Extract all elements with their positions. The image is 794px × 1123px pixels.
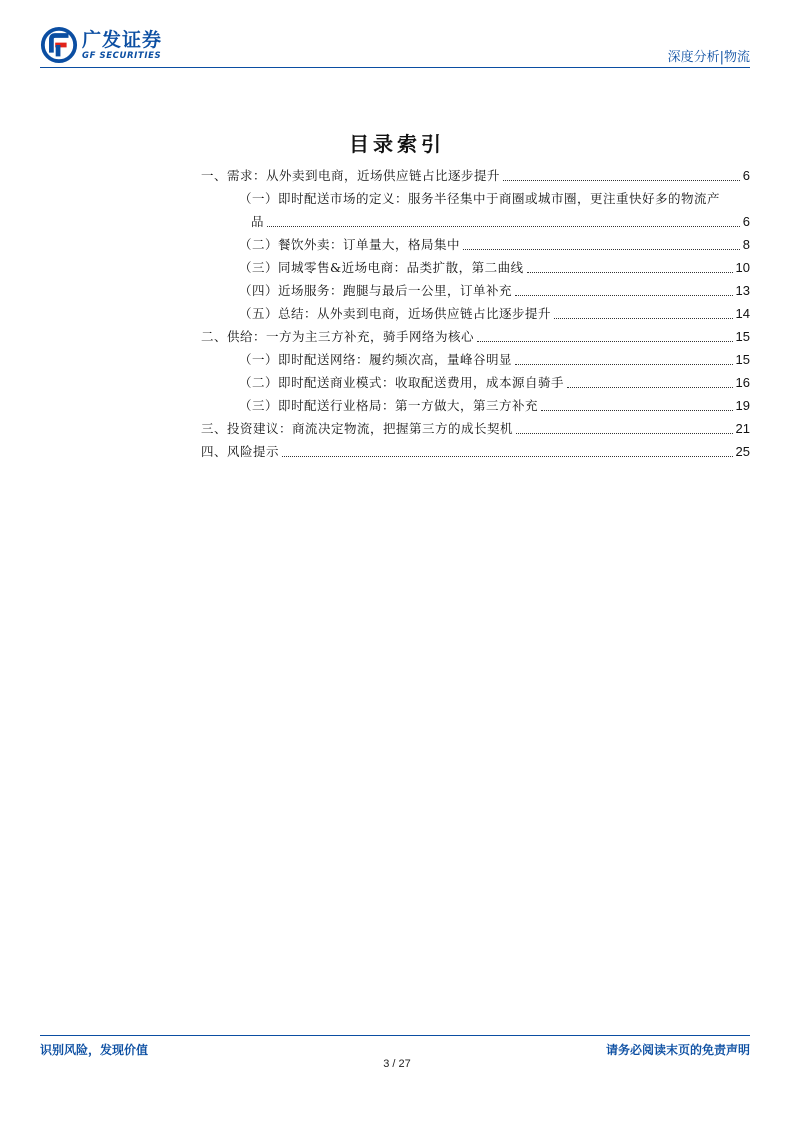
- toc-entry-2-1[interactable]: [201, 348, 750, 371]
- toc-entry-text: 四、风险提示: [201, 444, 280, 459]
- toc-page-number: 19: [735, 398, 750, 413]
- toc-leader-dots: [282, 455, 733, 457]
- toc-leader-dots: [541, 409, 733, 411]
- footer-slogan: 识别风险，发现价值: [40, 1043, 149, 1057]
- toc-entry-2[interactable]: [201, 325, 750, 348]
- toc-entry-text: （二）即时配送商业模式：收取配送费用，成本源自骑手: [239, 375, 565, 390]
- toc-page-number: 13: [735, 283, 750, 298]
- toc-entry-text: 一、需求：从外卖到电商，近场供应链占比逐步提升: [201, 168, 501, 183]
- toc-entry-1-2[interactable]: [201, 233, 750, 256]
- toc-title: 目录索引: [349, 132, 445, 156]
- toc-entry-1-3[interactable]: [201, 256, 750, 279]
- toc-leader-dots: [515, 294, 733, 296]
- toc-entry-3[interactable]: [201, 417, 750, 440]
- toc-entry-text: （一）即时配送市场的定义：服务半径集中于商圈或城市圈，更注重快好多的物流产: [239, 191, 721, 206]
- toc-entry-text-continued: 品: [251, 214, 265, 229]
- logo-english-name: GF SECURITIES: [82, 50, 162, 61]
- toc-page-number: 14: [735, 306, 750, 321]
- toc-leader-dots: [477, 340, 733, 342]
- report-category: 深度分析|物流: [667, 50, 750, 65]
- toc-entry-1-4[interactable]: [201, 279, 750, 302]
- page-header: [40, 26, 750, 66]
- toc-leader-dots: [503, 179, 740, 181]
- toc-entry-text: （四）近场服务：跑腿与最后一公里，订单补充: [239, 283, 513, 298]
- toc-leader-dots: [516, 432, 733, 434]
- toc-entry-1-5[interactable]: [201, 302, 750, 325]
- toc-entry-text: （三）同城零售&近场电商：品类扩散，第二曲线: [239, 260, 524, 275]
- toc-page-number: 10: [735, 260, 750, 275]
- toc-page-number: 15: [735, 352, 750, 367]
- page-number: 3 / 27: [383, 1058, 411, 1070]
- table-of-contents: [201, 164, 750, 463]
- header-divider: [40, 67, 750, 68]
- toc-page-number: 21: [735, 421, 750, 436]
- toc-leader-dots: [527, 271, 733, 273]
- logo-chinese-name: 广发证券: [82, 28, 163, 51]
- toc-page-number: 6: [742, 168, 750, 183]
- toc-entry-text: （一）即时配送网络：履约频次高，量峰谷明显: [239, 352, 513, 367]
- gf-logo-icon: [40, 26, 78, 64]
- toc-entry-text: （三）即时配送行业格局：第一方做大，第三方补充: [239, 398, 539, 413]
- footer-divider: [40, 1035, 750, 1036]
- toc-leader-dots: [267, 225, 740, 227]
- toc-entry-1-1-cont[interactable]: [201, 210, 750, 233]
- toc-page-number: 15: [735, 329, 750, 344]
- toc-entry-2-2[interactable]: [201, 371, 750, 394]
- company-logo: [40, 26, 162, 64]
- toc-entry-text: （五）总结：从外卖到电商，近场供应链占比逐步提升: [239, 306, 552, 321]
- toc-entry-1-1[interactable]: [201, 187, 750, 210]
- toc-page-number: 16: [735, 375, 750, 390]
- toc-leader-dots: [463, 248, 740, 250]
- toc-page-number: 25: [735, 444, 750, 459]
- toc-entry-2-3[interactable]: [201, 394, 750, 417]
- toc-leader-dots: [567, 386, 733, 388]
- toc-entry-text: 二、供给：一方为主三方补充，骑手网络为核心: [201, 329, 475, 344]
- toc-entry-text: 三、投资建议：商流决定物流，把握第三方的成长契机: [201, 421, 514, 436]
- toc-entry-1[interactable]: [201, 164, 750, 187]
- toc-leader-dots: [554, 317, 733, 319]
- toc-page-number: 6: [742, 214, 750, 229]
- toc-leader-dots: [515, 363, 733, 365]
- toc-page-number: 8: [742, 237, 750, 252]
- toc-entry-4[interactable]: [201, 440, 750, 463]
- footer-disclaimer-note: 请务必阅读末页的免责声明: [605, 1043, 750, 1057]
- toc-entry-text: （二）餐饮外卖：订单量大，格局集中: [239, 237, 461, 252]
